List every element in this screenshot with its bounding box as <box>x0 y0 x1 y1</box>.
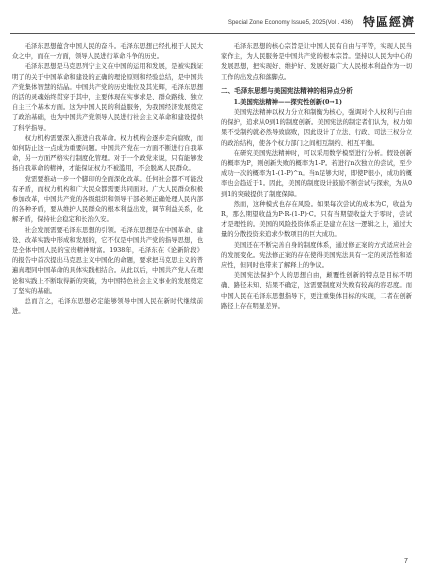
body-paragraph: 毛泽东思想蕴含中国人民的奋斗。毛泽东思想已经扎根于人民大众之中，而在一方面，领导人民进行革命斗争的历史。 <box>12 43 203 61</box>
body-paragraph: 党需要推动一步一个脚印的全面深化改革。任何社会都不可能没有矛盾，而权力机构和广大民众都需要共同面对。广大人民群众积极参加改革，中国共产党的各级组织和领导干部必须正确处理人民内部的各种矛盾，要从维护人民群众的根本利益出发，调节利益关系，化解矛盾，保持社会稳定和长治久安。 <box>12 175 203 224</box>
section-heading: 二、毛泽东思想与美国宪法精神的相异点分析 <box>221 86 353 95</box>
body-paragraph: 毛泽东思想的核心宗旨是让中国人民有自由与平等，实现人民当家作主，为人民服务是中国共产党的根本宗旨。坚持以人民为中心的发展思想，把实现好、维护好、发展好最广大人民根本利益作为一切工作的出发点和落脚点。 <box>221 43 412 81</box>
body-paragraph: 毛泽东思想是马克思列宁主义在中国的运用和发展，是被实践证明了的关于中国革命和建设的正确的理论原则和经验总结，是中国共产党集体智慧的结晶。中国共产党的历史地位及其光辉，毛泽东思想的活的灵魂始终贯穿于其中，主要体现在实事求是、群众路线、独立自主三个基本方面。这为中国人民的利益服务，为我国经济发展奠定了政治基础，也为中国共产党领导人民进行社会主义革命和建设提供了科学指导。 <box>12 63 203 132</box>
body-paragraph: 总而言之，毛泽东思想必定能够领导中国人民在新时代继续前进。 <box>12 298 203 316</box>
subsection-heading: 1.美国宪法精神——探究性创新(0→1) <box>233 98 343 106</box>
left-column <box>12 42 203 552</box>
page-number: 7 <box>404 558 408 565</box>
body-paragraph: 在研究美国宪法精神时，可以采用数学模型进行分析。假设创新的概率为P，则创新失败的概率为1-P。若进行n次独立的尝试，至少成功一次的概率为1-(1-P)^n。当n足够大时，即使P很小，成功的概率也会趋近于1。因此，美国的制度设计鼓励不断尝试与探索，为从0到1的突破提供了制度保障。 <box>221 149 412 198</box>
journal-issue: Special Zone Economy Issue5, 2025(Vol . 436) <box>227 20 353 26</box>
body-paragraph: 然而，这种模式也存在风险。如果每次尝试的成本为C，收益为R，那么期望收益为P·R-(1-P)·C。只有当期望收益大于零时，尝试才是理性的。美国的风险投资体系正是建立在这一逻辑之上，通过大量的分散投资来追求少数项目的巨大成功。 <box>221 200 412 239</box>
body-paragraph: 美国宪法精神以权力分立和制衡为核心，强调对个人权利与自由的保护，追求从0到1的制度创新。美国宪法的制定者们认为，权力如果不受制约就必然导致腐败，因此设计了立法、行政、司法三权分立的政治结构，使各个权力部门之间相互制约、相互平衡。 <box>221 109 412 147</box>
body-paragraph: 美国宪法保护个人的思想自由，颠覆性创新的特点是目标不明确、路径未知、结果不确定，这需要制度对失败有较高的容忍度。而中国人民在毛泽东思想指导下，更注重集体目标的实现，二者在创新路径上存在明显差异。 <box>221 272 412 310</box>
header-rule <box>10 33 415 34</box>
journal-logo: 特區經濟 <box>362 15 415 29</box>
page-header <box>10 8 415 34</box>
right-column <box>221 42 412 552</box>
body-paragraph: 社会发展需要毛泽东思想的引领。毛泽东思想是在中国革命、建设、改革实践中形成和发展的，它不仅是中国共产党的指导思想，也是全体中国人民的宝贵精神财富。1938年，毛泽东在《论新阶段》的报告中首次提出马克思主义中国化的命题，要求把马克思主义的普遍真理同中国革命的具体实践相结合。从此以后，中国共产党人在理论和实践上不断取得新的突破，为中国特色社会主义事业的发展奠定了坚实的基础。 <box>12 226 203 295</box>
body-paragraph: 美国还在不断完善自身的制度体系，通过修正案的方式适应社会的发展变化。宪法修正案的存在使得美国宪法具有一定的灵活性和适应性，但同时也带来了解释上的争议。 <box>221 241 412 270</box>
body-paragraph: 权力机构需要深入推进自我革命。权力机构会逐步走向腐败，而如何防止这一点成为重要问题。中国共产党在一方面不断进行自我革命，另一方面严格实行制度化管理。对于一个政党来说，只有能够发扬自我革命的精神，才能保证权力不被滥用，不会脱离人民群众。 <box>12 134 203 173</box>
